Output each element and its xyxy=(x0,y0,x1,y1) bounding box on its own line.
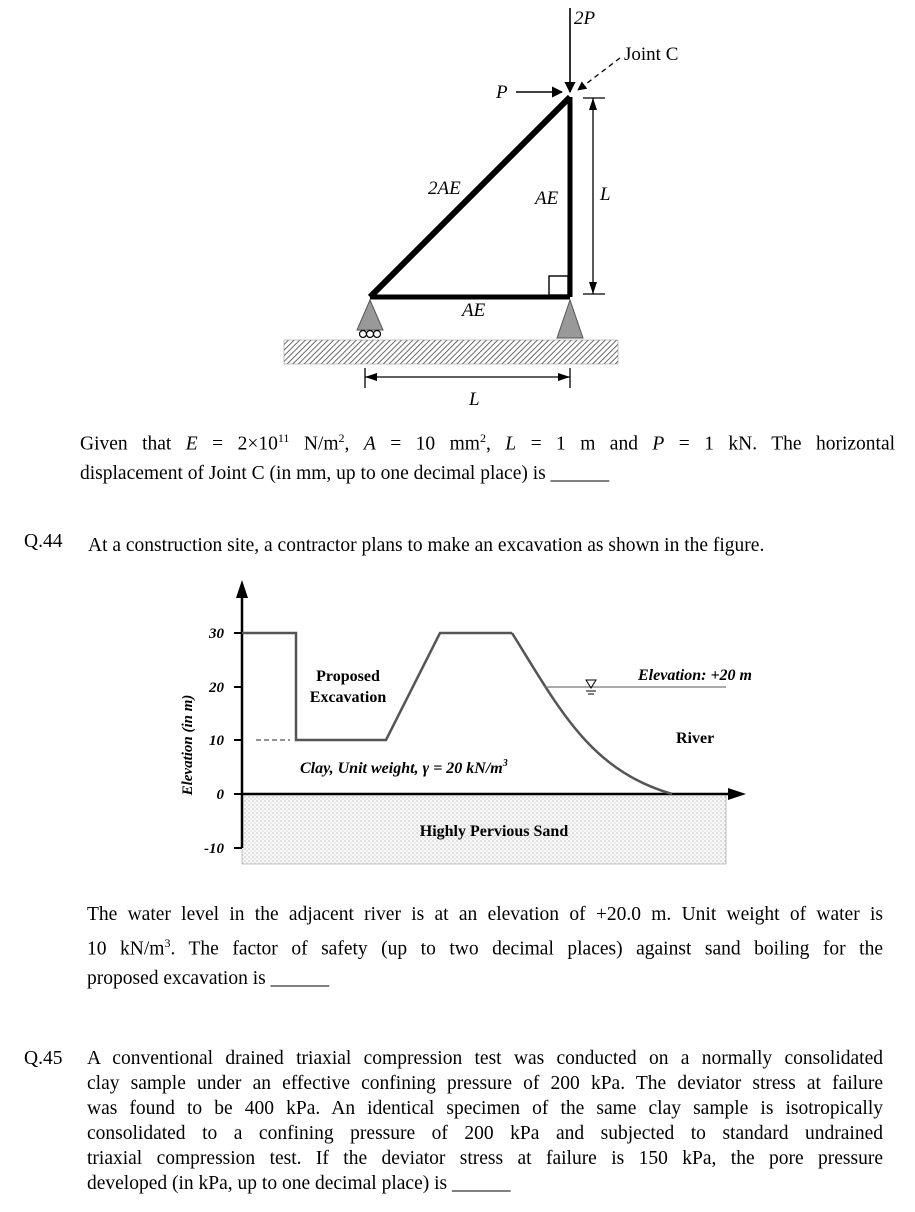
clay-label xyxy=(300,758,508,777)
dim-horizontal-arrow-right xyxy=(558,373,570,381)
tick-label-10: 10 xyxy=(209,733,224,749)
q44-question: At a construction site, a contractor plans to make an excavation as shown in the figure. xyxy=(88,535,765,556)
dim-vertical-arrow-top xyxy=(589,98,597,110)
roller-wheel xyxy=(360,331,367,338)
q44-para-line-2-exp: 3 xyxy=(164,936,171,950)
dim-vertical-label: L xyxy=(600,184,611,205)
q43-a-symbol: A xyxy=(363,433,376,455)
ground-profile xyxy=(242,633,512,740)
q43-e-exponent: 11 xyxy=(277,431,290,445)
sand-label: Highly Pervious Sand xyxy=(419,823,569,840)
q43-p-value: = 1 kN. The horizontal xyxy=(664,433,896,455)
q43-sq-1: 2 xyxy=(338,431,345,445)
q43-l-symbol: L xyxy=(505,433,517,455)
proposed-label-1: Proposed xyxy=(316,668,380,685)
q44-para-line-2 xyxy=(87,929,883,964)
load-2p-label: 2P xyxy=(574,8,596,29)
truss-figure xyxy=(0,0,915,420)
roller-support xyxy=(357,300,383,330)
river-label: River xyxy=(676,730,715,747)
joint-c-label: Joint C xyxy=(624,44,679,65)
q45-line-6: developed (in kPa, up to one decimal place) is ______ xyxy=(87,1173,511,1194)
right-angle-marker xyxy=(549,276,568,295)
q45-line-2: clay sample under an effective confining pressure of 200 kPa. The deviator stress at failure xyxy=(87,1073,883,1094)
q45-line-1: A conventional drained triaxial compression test was conducted on a normally consolidated xyxy=(87,1048,883,1069)
q44-para-line-2a: 10 kN/m xyxy=(87,938,165,960)
joint-c-pointer xyxy=(578,58,620,90)
excavation-figure xyxy=(0,570,915,870)
proposed-label-2: Excavation xyxy=(309,689,387,706)
q45-line-4: consolidated to a confining pressure of 200 kPa and subjected to standard undrained xyxy=(87,1123,883,1144)
dim-horizontal-arrow-left xyxy=(365,373,377,381)
river-bank-curve xyxy=(512,633,672,794)
q43-e-unit: N/m xyxy=(289,433,339,455)
elevation-label: Elevation: +20 m xyxy=(638,667,752,684)
member-vertical-label: AE xyxy=(535,188,559,209)
q43-sq-2: 2 xyxy=(479,431,486,445)
clay-label-text: Clay, Unit weight, γ = 20 kN/m xyxy=(300,760,503,777)
tick-label-20: 20 xyxy=(209,680,224,696)
y-axis-label: Elevation (in m) xyxy=(180,694,196,796)
clay-label-exp: 3 xyxy=(502,758,508,769)
q43-e-symbol: E xyxy=(185,433,198,455)
load-p-label: P xyxy=(496,82,508,103)
q44-para-line-3: proposed excavation is ______ xyxy=(87,967,330,989)
q43-l-value: = 1 m and xyxy=(516,433,653,455)
q43-given: Given that xyxy=(80,433,186,455)
q44-paragraph xyxy=(87,900,883,993)
dim-vertical-arrow-bottom xyxy=(589,282,597,294)
roller-wheel xyxy=(374,331,381,338)
q43-line-2: displacement of Joint C (in mm, up to one decimal place) is ______ xyxy=(80,462,610,484)
pin-support xyxy=(557,300,583,338)
q45-paragraph xyxy=(87,1046,883,1196)
y-axis-arrow xyxy=(236,580,248,598)
q45-line-5: triaxial compression test. If the deviator stress at failure is 150 kPa, the pore pressure xyxy=(87,1148,883,1169)
q45-line-3: was found to be 400 kPa. An identical specimen of the same clay sample is isotropically xyxy=(87,1098,883,1119)
q43-a-value: = 10 mm xyxy=(375,433,480,455)
q43-p-symbol: P xyxy=(652,433,665,455)
dim-horizontal-label: L xyxy=(469,389,480,410)
tick-label-30: 30 xyxy=(209,626,224,642)
member-bottom-label: AE xyxy=(462,300,486,321)
ground-hatch xyxy=(284,340,618,364)
q44-para-line-2b: . The factor of safety (up to two decimal places) against sand boiling for the xyxy=(170,938,884,960)
tick-label-0: 0 xyxy=(216,787,224,803)
q43-e-value: = 2×10 xyxy=(197,433,278,455)
q45-number: Q.45 xyxy=(24,1048,63,1069)
roller-wheel xyxy=(367,331,374,338)
member-diagonal-label: 2AE xyxy=(428,178,461,199)
q43-line-1: Given that $E = 2\times 10^{11}$ $N/m^2$, A = 10 $mm^2$, L = 1 m and P = 1 kN. The horizontal xyxy=(80,431,896,455)
q44-para-line-1: The water level in the adjacent river is at an elevation of +20.0 m. Unit weight of water is xyxy=(87,904,883,925)
x-axis-arrow xyxy=(728,788,746,800)
tick-label-neg10: -10 xyxy=(204,841,224,857)
q44-number: Q.44 xyxy=(24,531,63,552)
q43-paragraph xyxy=(80,424,895,488)
